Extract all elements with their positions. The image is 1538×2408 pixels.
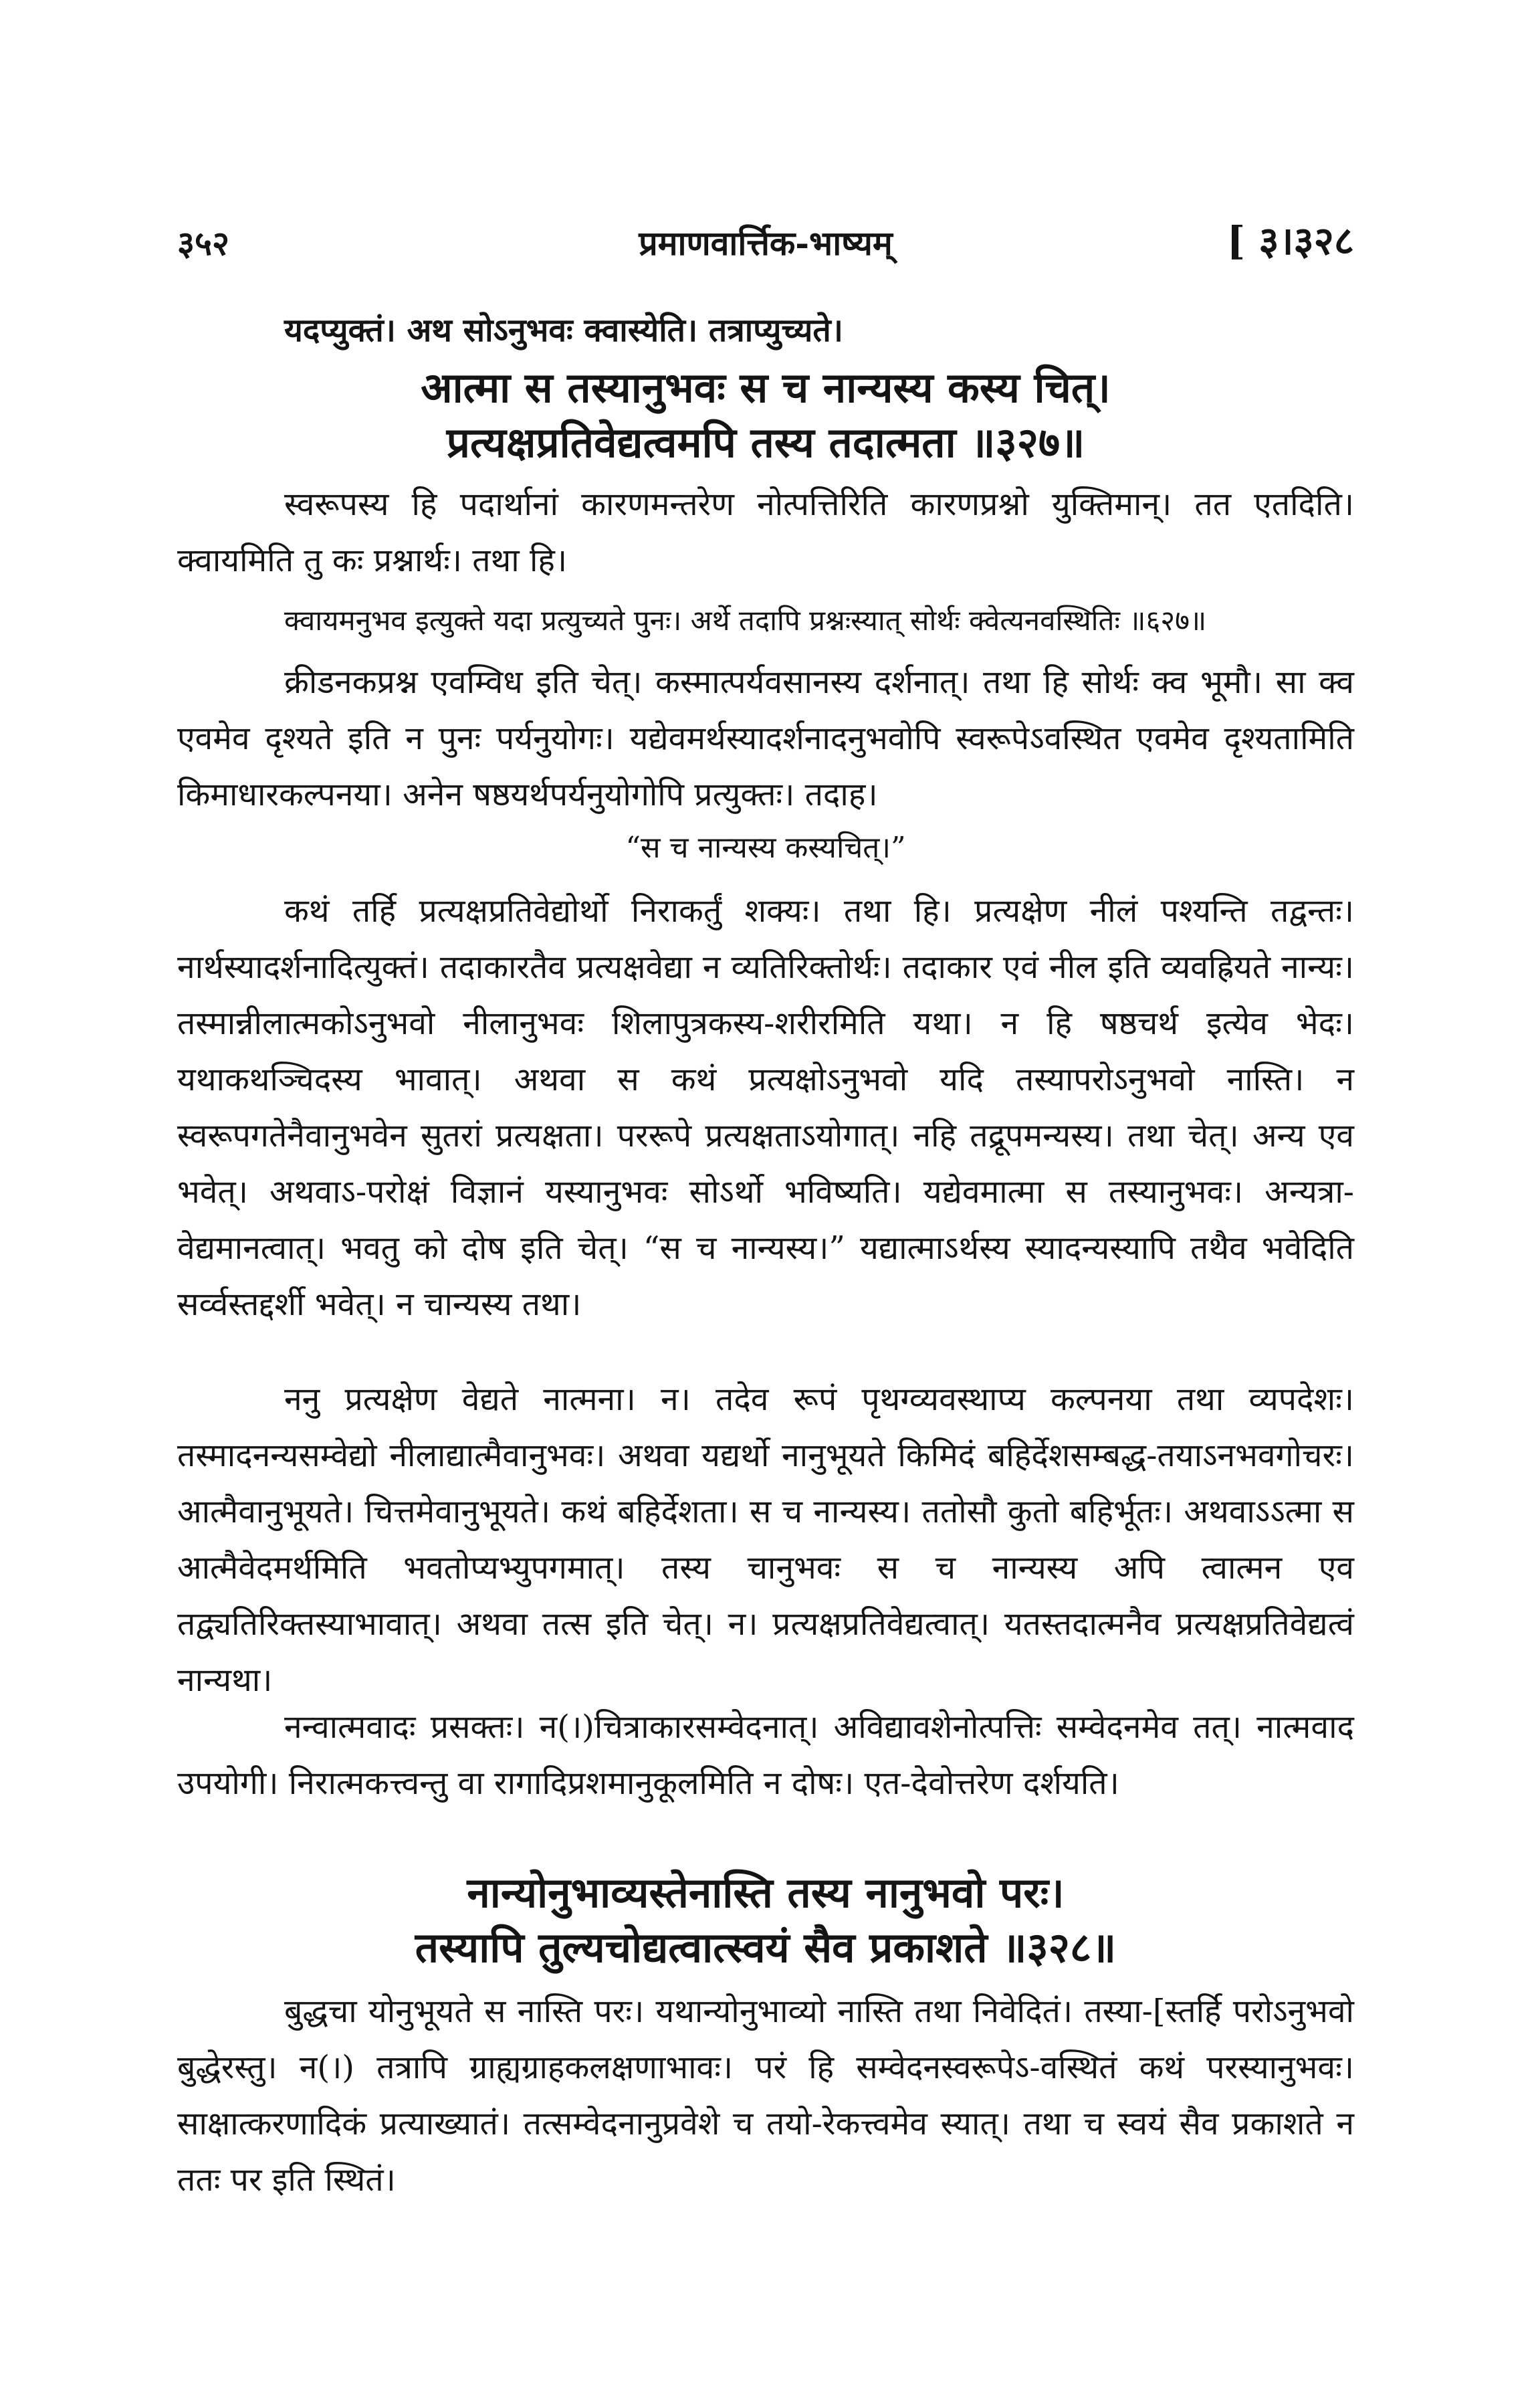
intro-line: यदप्युक्तं। अथ सोऽनुभवः क्वास्येति। तत्राप्युच्यते। xyxy=(284,312,843,349)
verse-328-line-2: तस्यापि तुल्यचोद्यत्वात्स्वयं सैव प्रकाशते ॥३२८॥ xyxy=(415,1923,1117,1972)
page-header xyxy=(177,213,1354,273)
commentary-paragraph-6: बुद्धचा योनुभूयते स नास्ति परः। यथान्योनुभाव्यो नास्ति तथा निवेदितं। तस्या-[स्तर्हि परोऽनुभवो बुद्धेरस्तु। न(।) तत्रापि ग्राह्यग्राहकलक्षणाभावः। परं हि सम्वेदनस्वरूपेऽ-वस्थितं कथं परस्यानुभवः। साक्षात्करणादिकं प्रत्याख्यातं। तत्सम्वेदनानुप्रवेशे च तयो-रेकत्त्वमेव स्यात्। तथा च स्वयं सैव प्रकाशते न ततः पर इति स्थितं। xyxy=(177,1993,1354,2199)
verse-327-line-2: प्रत्यक्षप्रतिवेद्यत्वमपि तस्य तदात्मता ॥३२७॥ xyxy=(446,418,1085,467)
commentary-paragraph-1: स्वरूपस्य हि पदार्थानां कारणमन्तरेण नोत्पत्तिरिति कारणप्रश्नो युक्तिमान्। तत एतदिति। क्वायमिति तु कः प्रश्नार्थः। तथा हि। xyxy=(177,486,1354,579)
commentary-paragraph-3: कथं तर्हि प्रत्यक्षप्रतिवेद्योर्थो निराकर्तुं शक्यः। तथा हि। प्रत्यक्षेण नीलं पश्यन्ति तद्वन्तः। नार्थस्यादर्शनादित्युक्तं। तदाकारतैव प्रत्यक्षवेद्या न व्यतिरिक्तोर्थः। तदाकार एवं नील इति व्यवह्रियते नान्यः। तस्मान्नीलात्मकोऽनुभवो नीलानुभवः शिलापुत्रकस्य-शरीरमिति यथा। न हि षष्ठचर्थ इत्येव भेदः। यथाकथञ्चिदस्य भावात्। अथवा स कथं प्रत्यक्षोऽनुभवो यदि तस्यापरोऽनुभवो नास्ति। न स्वरूपगतेनैवानुभवेन सुतरां प्रत्यक्षता। पररूपे प्रत्यक्षताऽयोगात्। नहि तद्रूपमन्यस्य। तथा चेत्। अन्य एव भवेत्। अथवाऽ-परोक्षं विज्ञानं यस्यानुभवः सोऽर्थो भविष्यति। यद्येवमात्मा स तस्यानुभवः। अन्यत्रा-वेद्यमानत्वात्। भवतु को दोष इति चेत्। “स च नान्यस्य।” यद्यात्माऽर्थस्य स्यादन्यस्यापि तथैव भवेदिति सर्व्वस्तद्दर्शी भवेत्। न चान्यस्य तथा। xyxy=(177,892,1354,1323)
section-reference: [ ३।३२८ xyxy=(1226,218,1354,264)
commentary-paragraph-5: नन्वात्मवादः प्रसक्तः। न(।)चित्राकारसम्वेदनात्। अविद्यावशेनोत्पत्तिः सम्वेदनमेव तत्। नात्मवाद उपयोगी। निरात्मकत्त्वन्तु वा रागादिप्रशमानुकूलमिति न दोषः। एत-देवोत्तरेण दर्शयति। xyxy=(177,1708,1354,1802)
verse-327-line-1: आत्मा स तस्यानुभवः स च नान्यस्य कस्य चित्। xyxy=(421,363,1111,412)
running-title: प्रमाणवार्त्तिक-भाष्यम् xyxy=(639,223,893,263)
quotation-line: “स च नान्यस्य कस्यचित्।” xyxy=(625,831,906,865)
verse-328-line-1: नान्योनुभाव्यस्तेनास्ति तस्य नानुभवो परः। xyxy=(467,1868,1065,1917)
commentary-paragraph-2: क्रीडनकप्रश्न एवम्विध इति चेत्। कस्मात्पर्यवसानस्य दर्शनात्। तथा हि सोर्थः क्व भूमौ। सा क्व एवमेव दृश्यते इति न पुनः पर्यनुयोगः। यद्येवमर्थस्यादर्शनादनुभवोपि स्वरूपेऽवस्थित एवमेव दृश्यतामिति किमाधारकल्पनया। अनेन षष्ठयर्थपर्यनुयोगोपि प्रत्युक्तः। तदाह। xyxy=(177,664,1354,813)
karika-627: क्वायमनुभव इत्युक्ते यदा प्रत्युच्यते पुनः। अर्थे तदापि प्रश्नःस्यात् सोर्थः क्वेत्यनवस्थितिः ॥६२७॥ xyxy=(284,604,1207,637)
commentary-paragraph-4: ननु प्रत्यक्षेण वेद्यते नात्मना। न। तदेव रूपं पृथग्व्यवस्थाप्य कल्पनया तथा व्यपदेशः। तस्मादनन्यसम्वेद्यो नीलाद्यात्मैवानुभवः। अथवा यद्यर्थो नानुभूयते किमिदं बहिर्देशसम्बद्ध-तयाऽनभवगोचरः। आत्मैवानुभूयते। चित्तमेवानुभूयते। कथं बहिर्देशता। स च नान्यस्य। ततोसौ कुतो बहिर्भूतः। अथवाऽऽत्मा स आत्मैवेदमर्थमिति भवतोप्यभ्युपगमात्। तस्य चानुभवः स च नान्यस्य अपि त्वात्मन एव तद्व्यतिरिक्तस्याभावात्। अथवा तत्स इति चेत्। न। प्रत्यक्षप्रतिवेद्यत्वात्। यतस्तदात्मनैव प्रत्यक्षप्रतिवेद्यत्वं नान्यथा। xyxy=(177,1381,1354,1699)
page-number: ३५२ xyxy=(177,223,229,263)
